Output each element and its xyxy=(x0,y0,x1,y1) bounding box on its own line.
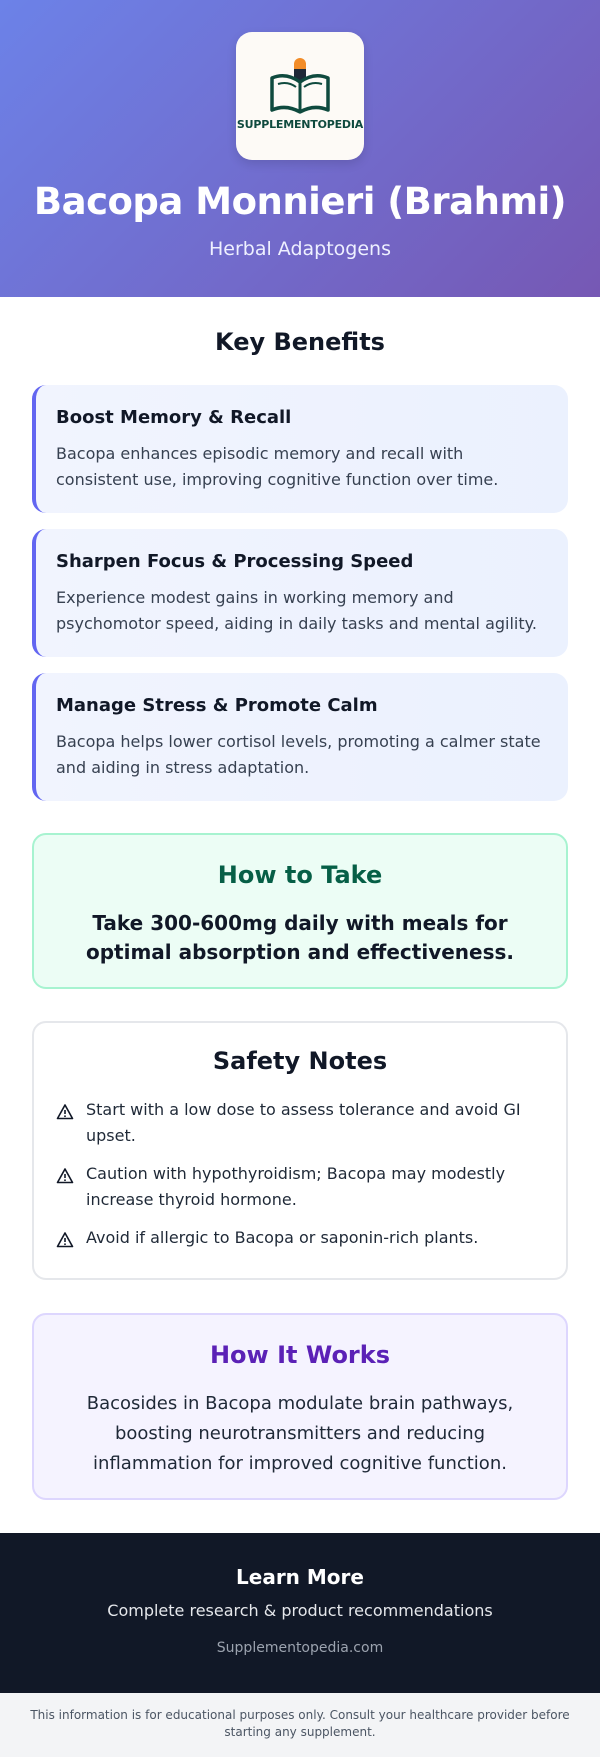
safety-heading: Safety Notes xyxy=(212,1047,388,1075)
warning-icon xyxy=(56,1231,74,1249)
disclaimer-bar xyxy=(0,1693,600,1757)
safety-item-text: Caution with hypothyroidism; Bacopa may modestly increase thyroid hormone. xyxy=(86,1164,506,1209)
how-it-works-text: Bacosides in Bacopa modulate brain pathways, boosting neurotransmitters and reducing inflammation for improved cognitive function. xyxy=(86,1393,514,1474)
benefit-title: Boost Memory & Recall xyxy=(56,407,292,428)
benefit-card xyxy=(32,529,568,657)
how-it-works-heading: How It Works xyxy=(209,1341,391,1369)
benefit-card xyxy=(32,673,568,801)
logo-wordmark: SUPPLEMENTOPEDIA xyxy=(236,118,364,131)
benefit-card xyxy=(32,385,568,513)
book-pill-logo-icon xyxy=(268,56,332,116)
how-to-take-heading: How to Take xyxy=(217,861,383,889)
benefit-text: Experience modest gains in working memory and psychomotor speed, aiding in daily tasks and mental agility. xyxy=(56,588,537,633)
safety-item-text: Avoid if allergic to Bacopa or saponin-rich plants. xyxy=(86,1228,479,1247)
benefits-heading: Key Benefits xyxy=(215,328,385,356)
page-subtitle: Herbal Adaptogens xyxy=(208,238,391,260)
benefit-title: Sharpen Focus & Processing Speed xyxy=(56,551,414,572)
footer-website-link[interactable]: Supplementopedia.com xyxy=(216,1640,384,1656)
warning-icon xyxy=(56,1103,74,1121)
footer xyxy=(0,1533,600,1693)
how-to-take-card xyxy=(32,833,568,989)
benefit-text: Bacopa helps lower cortisol levels, promoting a calmer state and aiding in stress adaptation. xyxy=(56,732,541,777)
disclaimer-text: This information is for educational purposes only. Consult your healthcare provider before starting any supplement. xyxy=(30,1708,570,1739)
dosage-text: Take 300-600mg daily with meals for optimal absorption and effectiveness. xyxy=(85,911,515,964)
how-it-works-card xyxy=(32,1313,568,1500)
footer-subtitle: Complete research & product recommendations xyxy=(107,1601,493,1620)
safety-item-text: Start with a low dose to assess tolerance and avoid GI upset. xyxy=(86,1100,521,1145)
page-title: Bacopa Monnieri (Brahmi) xyxy=(33,180,567,223)
footer-heading: Learn More xyxy=(236,1565,364,1589)
safety-notes-card xyxy=(32,1021,568,1280)
benefit-text: Bacopa enhances episodic memory and recall with consistent use, improving cognitive function over time. xyxy=(56,444,499,489)
logo xyxy=(236,32,364,160)
benefit-title: Manage Stress & Promote Calm xyxy=(56,695,378,716)
hero-header xyxy=(0,0,600,297)
warning-icon xyxy=(56,1167,74,1185)
